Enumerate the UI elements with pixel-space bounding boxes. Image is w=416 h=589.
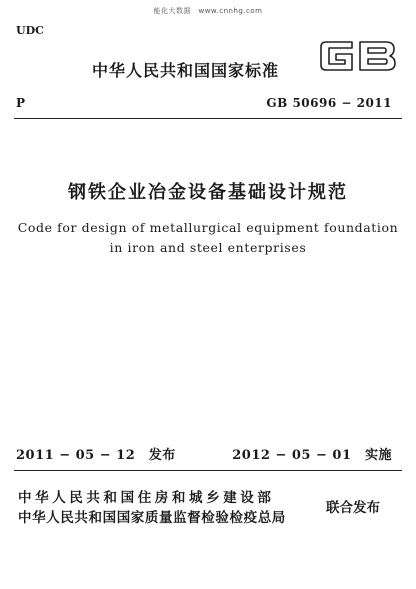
issuer-ministry-housing: 中华人民共和国住房和城乡建设部 [18,490,275,506]
joint-issue-label: 联合发布 [326,500,380,516]
gb-logo-icon [318,38,398,74]
chinese-title: 钢铁企业冶金设备基础设计规范 [68,182,348,203]
standard-number: GB 50696 − 2011 [266,96,392,110]
issuer-aqsiq: 中华人民共和国国家质量监督检验检疫总局 [18,510,286,526]
bottom-divider [14,470,402,471]
implement-date: 2012 − 05 − 01 实施 [232,448,392,463]
english-title-line1: Code for design of metallurgical equipment foundation [17,220,399,235]
issue-date: 2011 − 05 − 12 发布 [16,448,176,463]
category-label: P [16,96,26,110]
udc-label: UDC [16,24,44,37]
top-divider [14,118,402,119]
english-title-line2: in iron and steel enterprises [109,240,307,255]
watermark-text: 能化大数据 www.cnnhg.com [153,7,263,15]
standard-type-title: 中华人民共和国国家标准 [92,61,280,80]
